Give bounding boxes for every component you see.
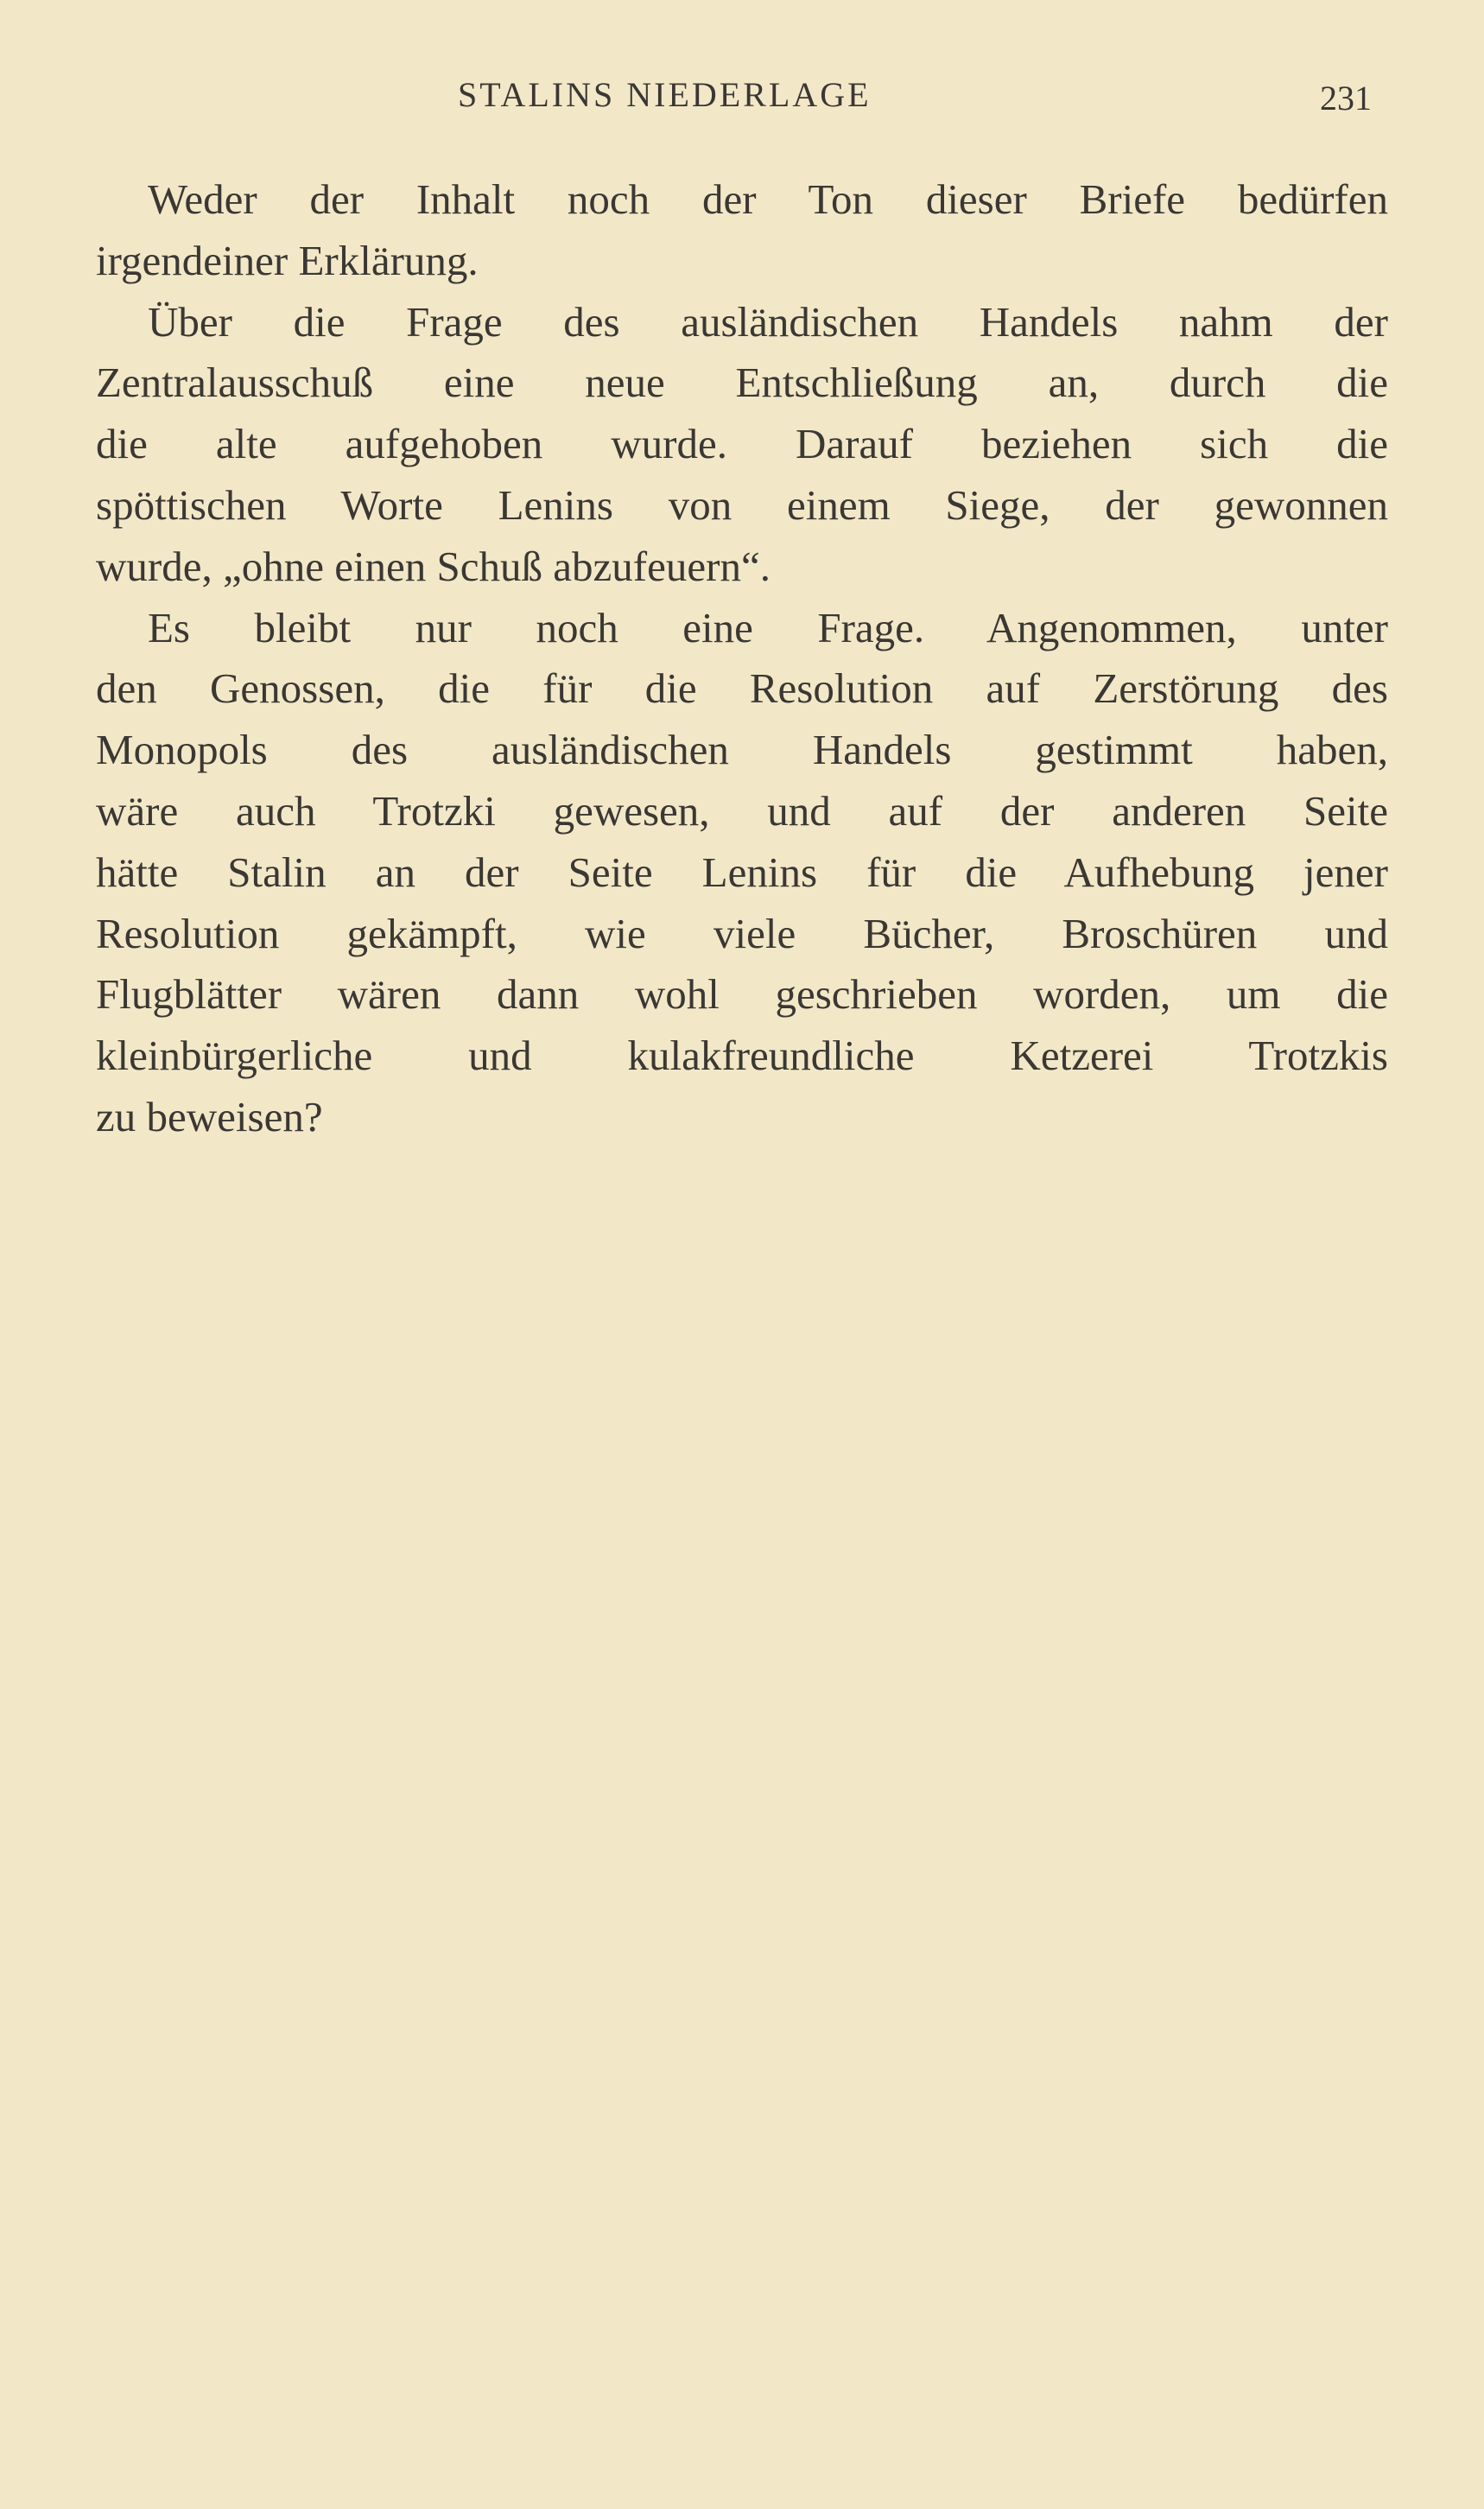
body-text	[96, 169, 1388, 1148]
text-line: Resolution gekämpft, wie viele Bücher, Broschüren und	[96, 909, 1388, 957]
page-number: 231	[1320, 79, 1372, 118]
text-line: Monopols des ausländischen Handels gestimmt haben,	[96, 726, 1388, 774]
text-line: zu beweisen?	[96, 1092, 323, 1140]
running-title: STALINS NIEDERLAGE	[458, 75, 872, 114]
text-line: wurde, „ohne einen Schuß abzufeuern“.	[96, 542, 771, 590]
page-header	[0, 69, 1484, 121]
text-line: Zentralausschuß eine neue Entschließung an, durch die	[96, 359, 1388, 407]
text-line: Über die Frage des ausländischen Handels nahm der	[148, 297, 1388, 346]
text-line: Flugblätter wären dann wohl geschrieben worden, um die	[96, 970, 1388, 1019]
text-line: spöttischen Worte Lenins von einem Siege, der gewonnen	[96, 480, 1388, 529]
text-line: kleinbürgerliche und kulakfreundliche Ketzerei Trotzkis	[96, 1032, 1388, 1080]
text-line: Es bleibt nur noch eine Frage. Angenommen, unter	[148, 603, 1388, 651]
text-line: wäre auch Trotzki gewesen, und auf der anderen Seite	[96, 786, 1388, 835]
text-line: hätte Stalin an der Seite Lenins für die Aufhebung jener	[96, 848, 1388, 896]
text-line: den Genossen, die für die Resolution auf Zerstörung des	[96, 664, 1388, 713]
text-line: irgendeiner Erklärung.	[96, 236, 479, 284]
text-line: Weder der Inhalt noch der Ton dieser Briefe bedürfen	[148, 175, 1388, 223]
text-line: die alte aufgehoben wurde. Darauf beziehen sich die	[96, 420, 1388, 468]
